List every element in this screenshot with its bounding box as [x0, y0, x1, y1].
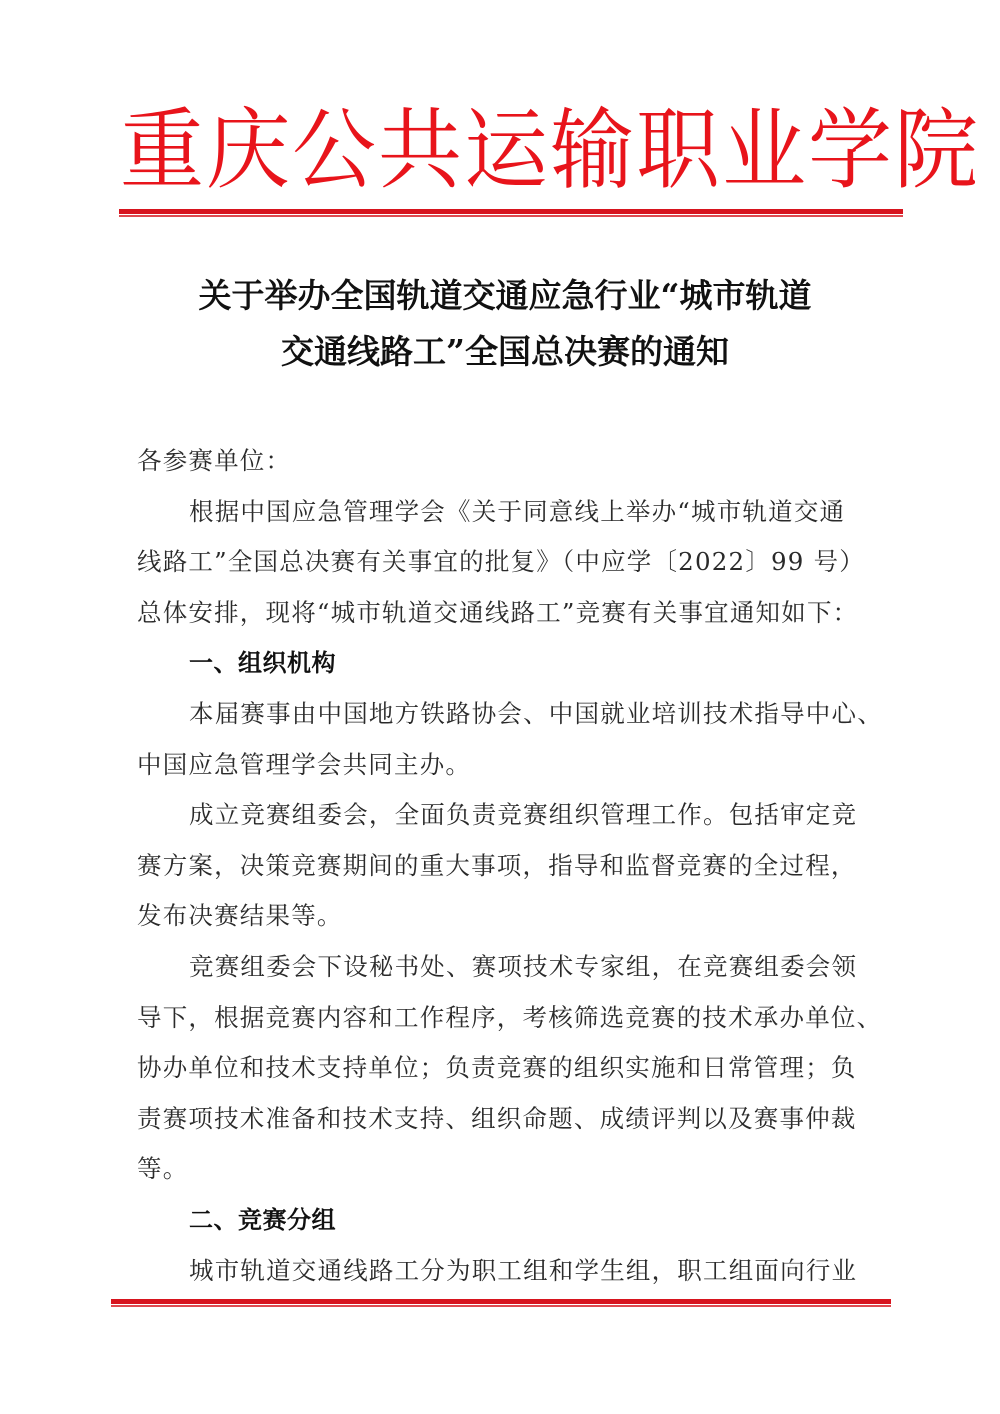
intro-line: 总体安排，现将“城市轨道交通线路工”竞赛有关事宜通知如下： — [137, 597, 859, 627]
paragraph-line: 责赛项技术准备和技术支持、组织命题、成绩评判以及赛事仲裁 — [137, 1103, 857, 1133]
letterhead-red-rule — [119, 209, 903, 217]
salutation: 各参赛单位： — [137, 446, 292, 475]
organization-letterhead: 重庆公共运输职业学院 — [120, 98, 981, 202]
document-title — [120, 268, 890, 380]
paragraph-line: 导下，根据竞赛内容和工作程序，考核筛选竞赛的技术承办单位、 — [137, 1002, 883, 1032]
intro-line: 线路工”全国总决赛有关事宜的批复》（中应学〔2022〕99 号） — [137, 547, 865, 577]
title-line-1: 关于举办全国轨道交通应急行业“城市轨道 — [198, 276, 812, 315]
document-body — [137, 436, 883, 1296]
red-rule-thick — [111, 1299, 891, 1304]
paragraph-line: 竞赛组委会下设秘书处、赛项技术专家组，在竞赛组委会领 — [189, 951, 858, 981]
paragraph-line: 发布决赛结果等。 — [137, 901, 343, 931]
red-rule-thin — [119, 215, 903, 217]
red-rule-thin — [111, 1305, 891, 1307]
section-heading-organization: 一、组织机构 — [189, 649, 336, 678]
paragraph-line: 成立竞赛组委会，全面负责竞赛组织管理工作。包括审定竞 — [189, 800, 858, 830]
paragraph-line: 本届赛事由中国地方铁路协会、中国就业培训技术指导中心、 — [189, 698, 883, 728]
paragraph-line: 中国应急管理学会共同主办。 — [137, 749, 472, 779]
red-rule-thick — [119, 209, 903, 214]
paragraph-line: 赛方案，决策竞赛期间的重大事项，指导和监督竞赛的全过程， — [137, 850, 857, 880]
title-line-2: 交通线路工”全国总决赛的通知 — [281, 332, 729, 371]
paragraph-line: 协办单位和技术支持单位；负责竞赛的组织实施和日常管理；负 — [137, 1053, 857, 1083]
paragraph-line: 城市轨道交通线路工分为职工组和学生组，职工组面向行业 — [189, 1255, 858, 1285]
intro-line: 根据中国应急管理学会《关于同意线上举办“城市轨道交通 — [189, 496, 846, 526]
section-heading-grouping: 二、竞赛分组 — [189, 1205, 336, 1234]
paragraph-line: 等。 — [137, 1154, 189, 1184]
footer-red-rule — [111, 1299, 891, 1307]
